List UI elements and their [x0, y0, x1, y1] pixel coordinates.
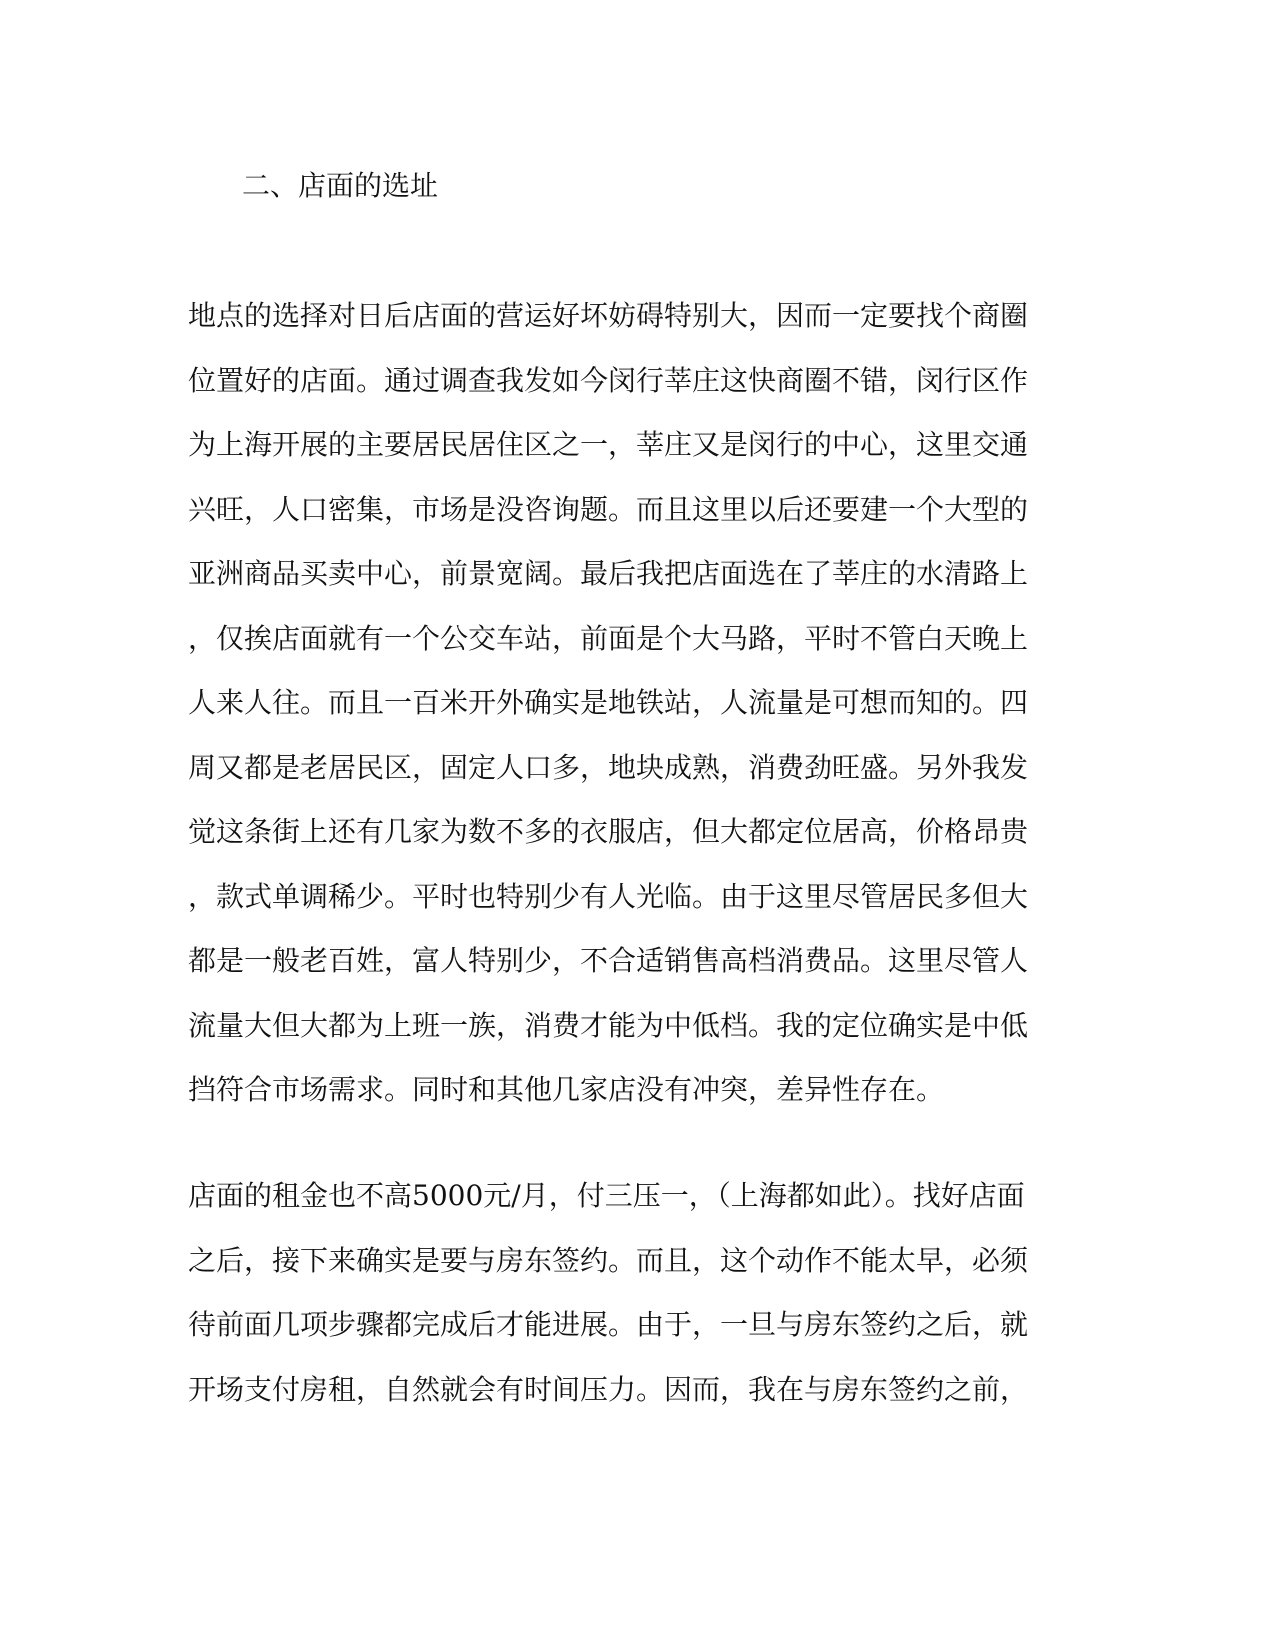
text-line: 挡符合市场需求。同时和其他几家店没有冲突，差异性存在。: [188, 1073, 945, 1106]
text-line: 亚洲商品买卖中心，前景宽阔。最后我把店面选在了莘庄的水清路上: [188, 557, 1029, 590]
text-line: 之后，接下来确实是要与房东签约。而且，这个动作不能太早，必须: [188, 1243, 1029, 1277]
text-line: 兴旺，人口密集，市场是没咨询题。而且这里以后还要建一个大型的: [188, 492, 1029, 526]
text-line: 觉这条街上还有几家为数不多的衣服店，但大都定位居高，价格昂贵: [188, 815, 1029, 848]
text-line: 店面的租金也不高5000元/月，付三压一，（上海都如此）。找好店面: [188, 1179, 1025, 1212]
text-line: ，款式单调稀少。平时也特别少有人光临。由于这里尽管居民多但大: [188, 879, 1029, 913]
text-line: 都是一般老百姓，富人特别少，不合适销售高档消费品。这里尽管人: [188, 944, 1029, 977]
text-line: 流量大但大都为上班一族，消费才能为中低档。我的定位确实是中低: [188, 1008, 1029, 1042]
text-line: 为上海开展的主要居民居住区之一，莘庄又是闵行的中心，这里交通: [188, 428, 1029, 461]
text-line: 位置好的店面。通过调查我发如今闵行莘庄这快商圈不错，闵行区作: [188, 363, 1029, 397]
text-line: 开场支付房租，自然就会有时间压力。因而，我在与房东签约之前，: [188, 1372, 1029, 1406]
paragraph-rent-and-lease: [188, 1178, 1088, 1436]
text-line: ，仅挨店面就有一个公交车站，前面是个大马路，平时不管白天晚上: [188, 621, 1029, 655]
section-heading: 二、店面的选址: [242, 169, 439, 202]
text-line: 人来人往。而且一百米开外确实是地铁站，人流量是可想而知的。四: [188, 686, 1029, 719]
text-line: 地点的选择对日后店面的营运好坏妨碍特别大，因而一定要找个商圈: [188, 299, 1029, 332]
text-line: 待前面几项步骤都完成后才能进展。由于，一旦与房东签约之后，就: [188, 1308, 1029, 1341]
paragraph-location-analysis: [188, 298, 1088, 1137]
text-line: 周又都是老居民区，固定人口多，地块成熟，消费劲旺盛。另外我发: [188, 750, 1029, 784]
